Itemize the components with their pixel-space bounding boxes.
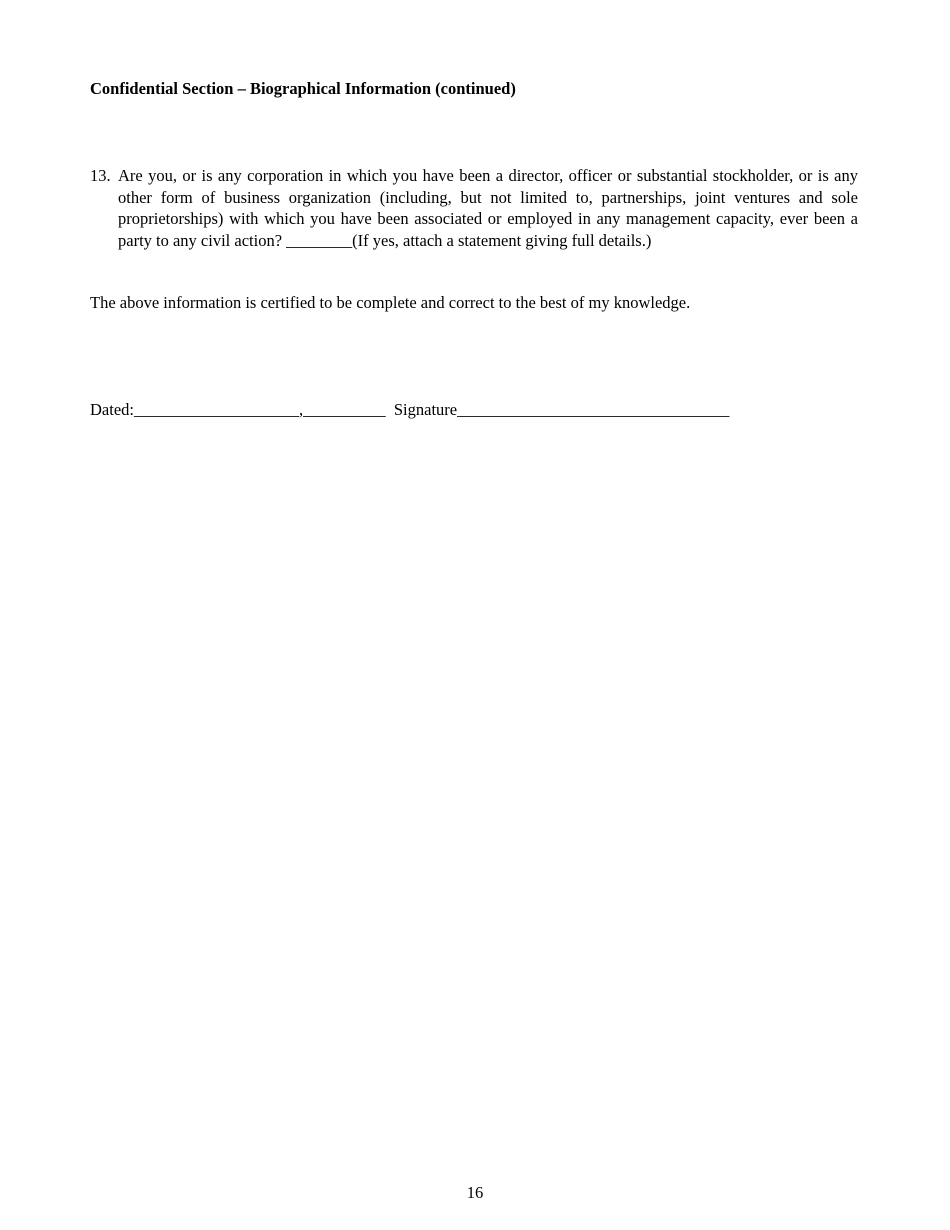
- signature-field[interactable]: _________________________________: [457, 400, 730, 419]
- section-heading: Confidential Section – Biographical Information (continued): [90, 79, 516, 98]
- dated-field[interactable]: ____________________: [133, 400, 299, 419]
- dated-label: Dated:: [90, 400, 134, 419]
- certification-statement: The above information is certified to be complete and correct to the best of my knowledge.: [90, 293, 691, 312]
- signature-label: Signature: [393, 400, 458, 419]
- question-text: Are you, or is any corporation in which you have been a director, officer or substantial stockholder, or is any other form of business organization (including, but not limited to, partnerships, joint ventures and sole proprietorships) with which you have been associated or employed in any management capacity, ever been a party to any civil action? ________(If yes, attach a statement giving full details.): [118, 166, 858, 250]
- question-number: 13.: [90, 166, 111, 185]
- signature-line: [90, 399, 729, 420]
- year-field[interactable]: __________: [303, 400, 386, 419]
- page-number: 16: [466, 1183, 484, 1202]
- question-13: [90, 165, 858, 251]
- dated-comma: ,: [298, 400, 304, 419]
